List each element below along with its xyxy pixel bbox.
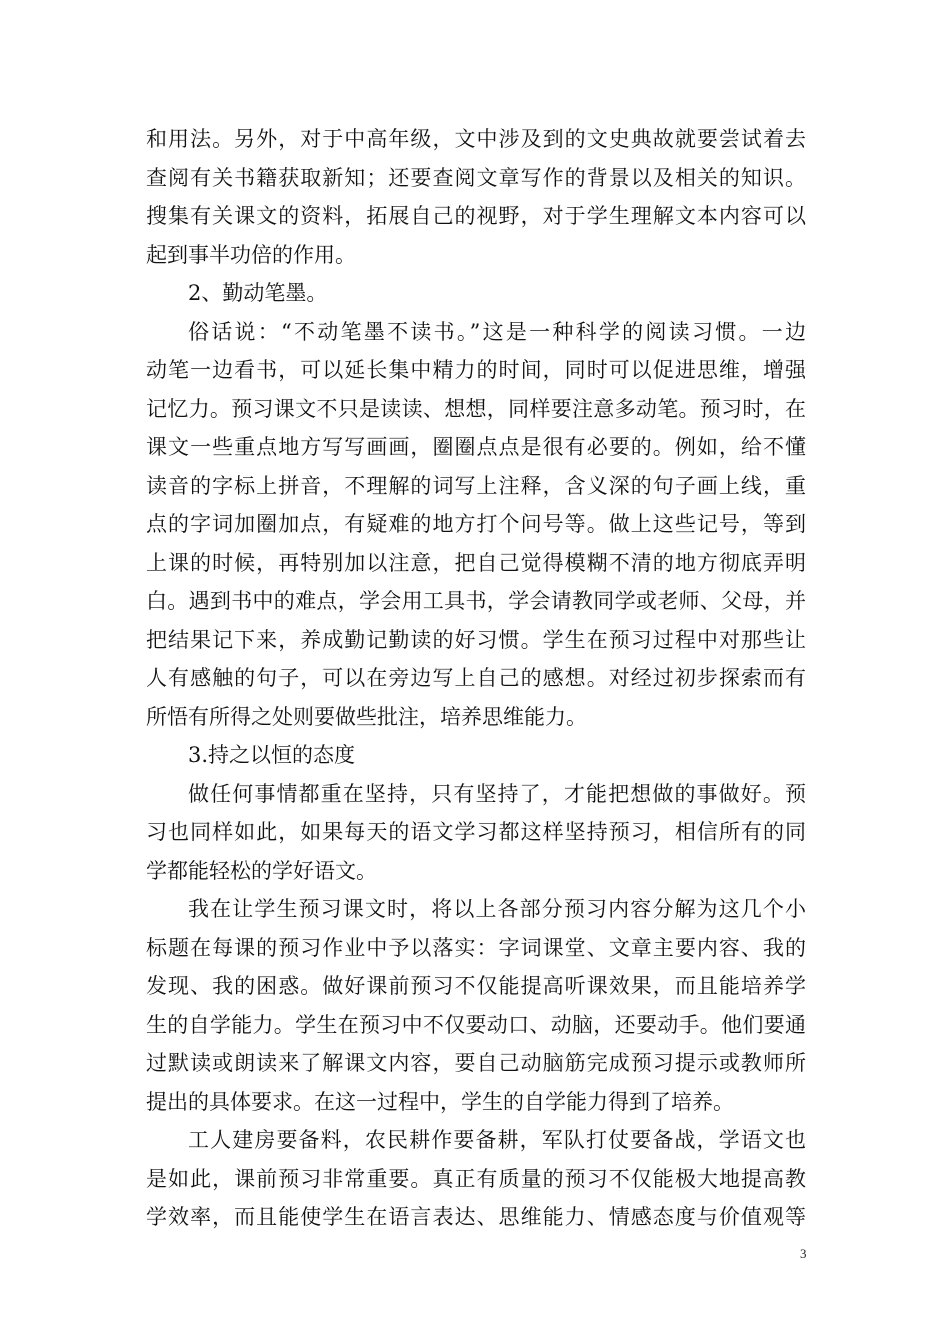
text-line: 和用法。另外，对于中高年级，文中涉及到的文史典故就要尝试着去 [146,127,806,151]
text-line: 是如此，课前预习非常重要。真正有质量的预习不仅能极大地提高教 [146,1166,806,1191]
text-line: 点的字词加圈加点，有疑难的地方打个问号等。做上这些记号，等到 [146,512,806,536]
text-line: 记忆力。预习课文不只是读读、想想，同样要注意多动笔。预习时，在 [146,396,806,421]
text-line: 起到事半功倍的作用。 [146,242,356,267]
text-line: 人有感触的句子，可以在旁边写上自己的感想。对经过初步探索而有 [146,666,806,690]
text-line: 生的自学能力。学生在预习中不仅要动口、动脑，还要动手。他们要通 [146,1012,806,1037]
text-line: 做任何事情都重在坚持，只有坚持了，才能把想做的事做好。预 [188,781,806,806]
text-line: 搜集有关课文的资料，拓展自己的视野，对于学生理解文本内容可以 [146,204,806,228]
text-line: 提出的具体要求。在这一过程中，学生的自学能力得到了培养。 [146,1089,734,1114]
text-line: 白。遇到书中的难点，学会用工具书，学会请教同学或老师、父母，并 [146,589,806,613]
text-line: 标题在每课的预习作业中予以落实：字词课堂、文章主要内容、我的 [146,935,806,960]
text-line: 俗话说：“不动笔墨不读书。”这是一种科学的阅读习惯。一边 [188,319,806,344]
text-line: 学效率，而且能使学生在语言表达、思维能力、情感态度与价值观等 [146,1205,806,1229]
text-line: 所悟有所得之处则要做些批注，培养思维能力。 [146,704,587,729]
text-line: 动笔一边看书，可以延长集中精力的时间，同时可以促进思维，增强 [146,358,806,382]
text-line: 把结果记下来，养成勤记勤读的好习惯。学生在预习过程中对那些让 [146,627,806,652]
section-heading: 3.持之以恒的态度 [188,743,356,767]
text-line: 查阅有关书籍获取新知；还要查阅文章写作的背景以及相关的知识。 [146,165,806,190]
text-line: 过默读或朗读来了解课文内容，要自己动脑筋完成预习提示或教师所 [146,1051,806,1075]
text-line: 上课的时候，再特别加以注意，把自己觉得模糊不清的地方彻底弄明 [146,550,806,575]
text-line: 习也同样如此，如果每天的语文学习都这样坚持预习，相信所有的同 [146,820,806,844]
text-line: 我在让学生预习课文时，将以上各部分预习内容分解为这几个小 [188,897,806,921]
section-heading: 2、勤动笔墨。 [188,281,328,305]
text-line: 课文一些重点地方写写画画，圈圈点点是很有必要的。例如，给不懂 [146,435,806,459]
page-number: 3 [800,1246,807,1261]
text-line: 读音的字标上拼音，不理解的词写上注释，含义深的句子画上线，重 [146,473,806,498]
text-line: 发现、我的困惑。做好课前预习不仅能提高听课效果，而且能培养学 [146,974,806,998]
body-text [146,120,806,1237]
text-line: 学都能轻松的学好语文。 [146,858,377,883]
text-line: 工人建房要备料，农民耕作要备耕，军队打仗要备战，学语文也 [188,1128,806,1152]
